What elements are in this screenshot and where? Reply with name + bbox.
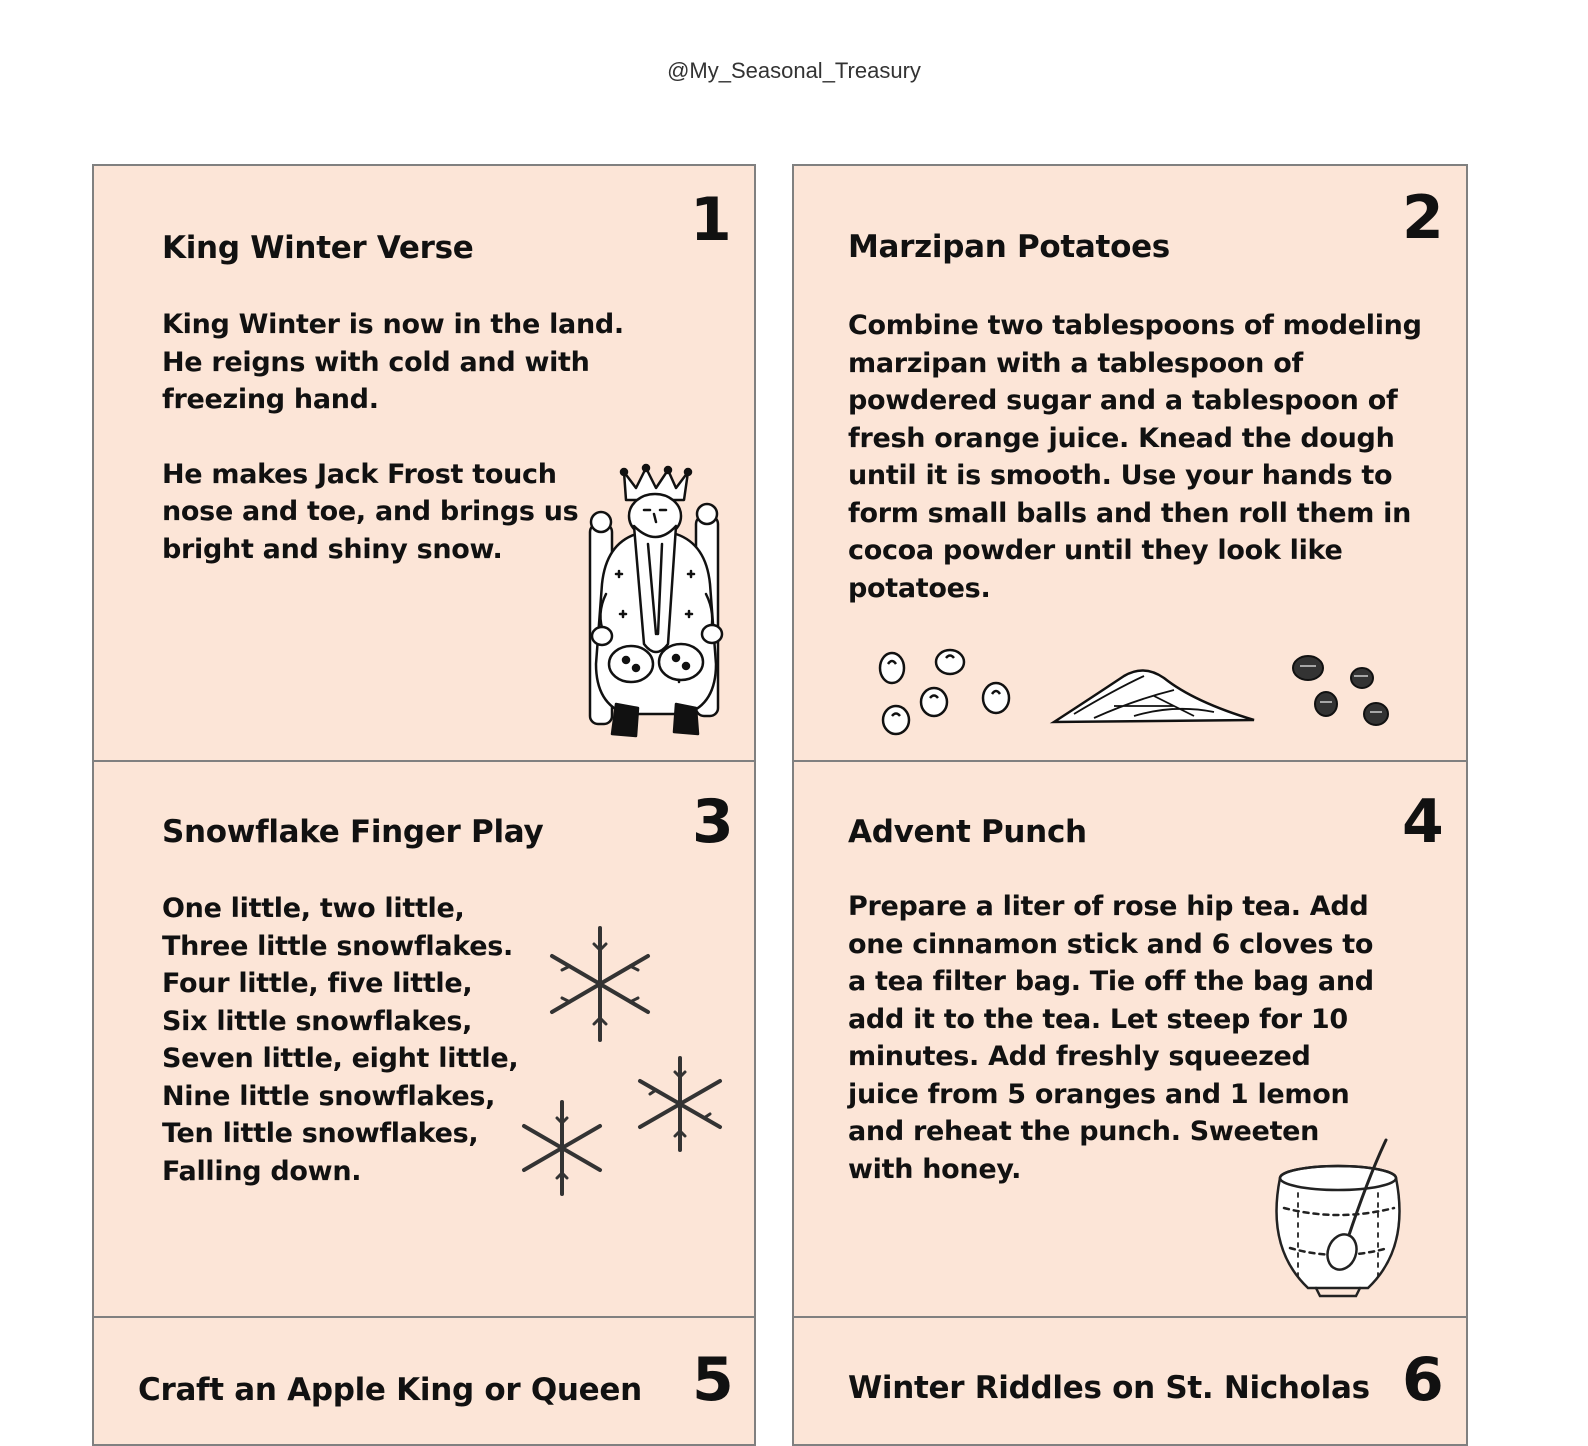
card-number: 4 [1402, 787, 1444, 857]
text-line: one cinnamon stick and 6 cloves to [848, 928, 1374, 960]
card-title: Craft an Apple King or Queen [138, 1372, 642, 1408]
text-line: Four little, five little, [162, 968, 473, 999]
text-line: Combine two tablespoons of modeling [848, 310, 1422, 341]
card-number: 5 [692, 1345, 734, 1415]
card-title: Marzipan Potatoes [848, 229, 1170, 265]
text-line: He makes Jack Frost touch [162, 458, 557, 490]
punch-bowl-illustration [1268, 1138, 1418, 1298]
card-number: 1 [690, 185, 732, 255]
text-line: One little, two little, [162, 893, 465, 924]
text-line: marzipan with a tablespoon of [848, 347, 1303, 379]
text-line: Falling down. [162, 1155, 362, 1187]
text-line: potatoes. [848, 572, 991, 604]
text-line: and reheat the punch. Sweeten [848, 1116, 1320, 1147]
card-title: Winter Riddles on St. Nicholas [848, 1370, 1370, 1406]
card-number: 6 [1402, 1345, 1444, 1415]
stanza-2 [162, 456, 624, 569]
stanza-1 [162, 306, 624, 419]
text-line: minutes. Add freshly squeezed [848, 1041, 1311, 1072]
text-line: bright and shiny snow. [162, 533, 503, 565]
card-king-winter-verse [92, 164, 756, 762]
card-title: King Winter Verse [162, 230, 474, 266]
page-header-handle: @My_Seasonal_Treasury [667, 58, 921, 83]
marzipan-balls-and-cocoa-illustration [874, 646, 1414, 746]
card-body [848, 307, 1422, 607]
text-line: nose and toe, and brings us [162, 496, 579, 527]
text-line: a tea filter bag. Tie off the bag and [848, 966, 1374, 997]
card-title: Snowflake Finger Play [162, 814, 544, 850]
text-line: freezing hand. [162, 384, 379, 415]
card-title: Advent Punch [848, 814, 1087, 850]
king-on-throne-illustration [576, 464, 736, 744]
text-line: until it is smooth. Use your hands to [848, 460, 1393, 491]
card-number: 3 [692, 787, 734, 857]
text-line: Prepare a liter of rose hip tea. Add [848, 891, 1369, 922]
card-body [162, 890, 518, 1190]
text-line: cocoa powder until they look like [848, 535, 1343, 566]
card-craft-apple-king [92, 1316, 756, 1446]
text-line: with honey. [848, 1153, 1022, 1185]
text-line: He reigns with cold and with [162, 346, 590, 378]
card-number: 2 [1402, 183, 1444, 253]
snowflakes-illustration [520, 922, 740, 1202]
text-line: juice from 5 oranges and 1 lemon [848, 1078, 1350, 1110]
card-winter-riddles [792, 1316, 1468, 1446]
text-line: Three little snowflakes. [162, 930, 513, 962]
text-line: fresh orange juice. Knead the dough [848, 422, 1395, 454]
text-line: King Winter is now in the land. [162, 309, 624, 340]
text-line: Nine little snowflakes, [162, 1080, 496, 1112]
text-line: add it to the tea. Let steep for 10 [848, 1003, 1348, 1035]
card-body [162, 306, 624, 568]
text-line: Seven little, eight little, [162, 1043, 519, 1074]
card-snowflake-finger-play [92, 760, 756, 1318]
text-line: powdered sugar and a tablespoon of [848, 385, 1398, 416]
text-line: Ten little snowflakes, [162, 1118, 479, 1149]
card-marzipan-potatoes [792, 164, 1468, 762]
text-line: Six little snowflakes, [162, 1005, 473, 1037]
text-line: form small balls and then roll them in [848, 497, 1412, 529]
card-advent-punch [792, 760, 1468, 1318]
